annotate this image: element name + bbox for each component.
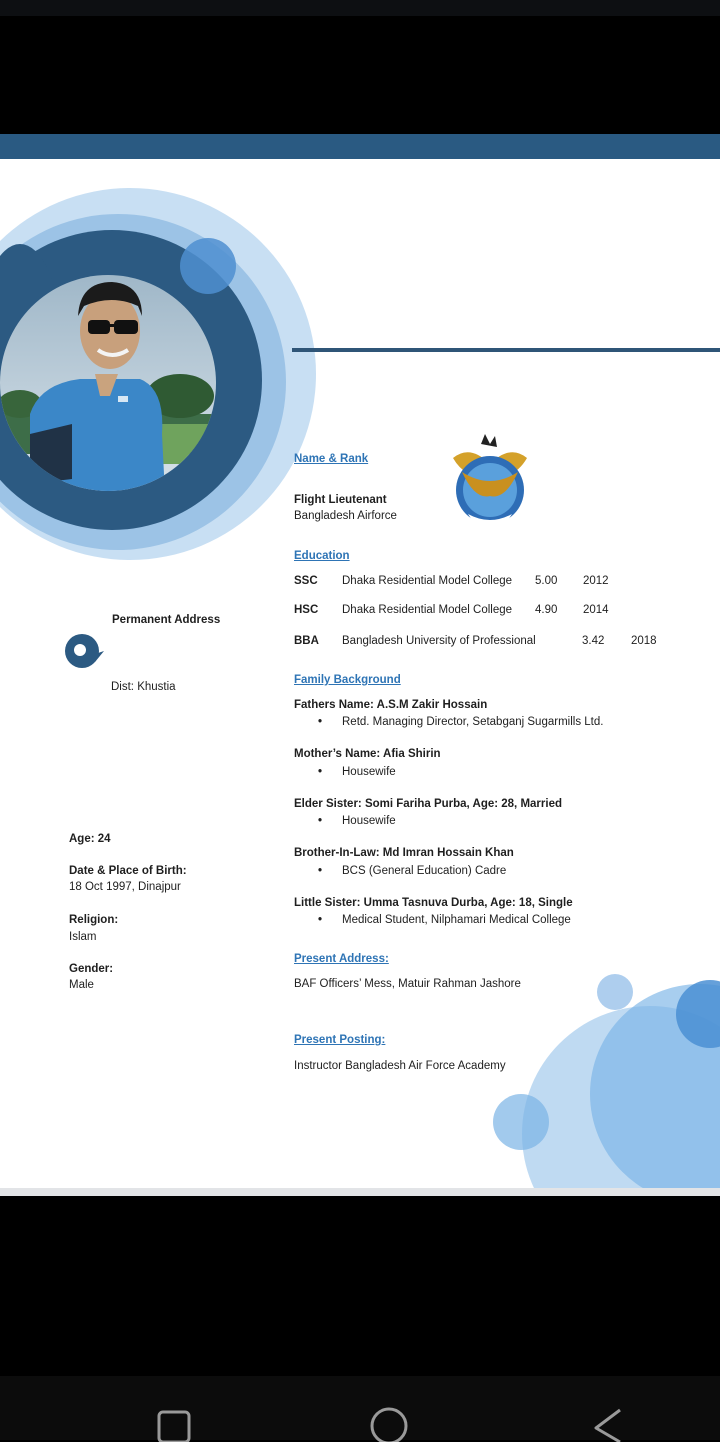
family-member-detail: • Housewife [342,765,396,780]
family-member-title: Mother’s Name: Afia Shirin [294,748,441,760]
edu-gpa: 3.42 [582,635,605,647]
edu-institution: Dhaka Residential Model College [342,575,513,587]
location-pin-icon [65,634,104,668]
birth-value: 18 Oct 1997, Dinajpur [69,881,181,893]
district: Dist: Khustia [111,681,176,693]
education-heading: Education [294,550,350,562]
name-rank-heading: Name & Rank [294,453,369,465]
edu-gpa: 4.90 [535,604,558,616]
edu-institution: Dhaka Residential Model College [342,604,513,616]
edu-institution: Bangladesh University of Professional [342,635,536,647]
family-member-detail: • Housewife [342,814,396,829]
circle-icon[interactable] [369,1402,409,1442]
present-address-value: BAF Officers’ Mess, Matuir Rahman Jashore [294,978,521,990]
family-heading: Family Background [294,674,401,686]
permanent-address-label: Permanent Address [112,614,221,626]
gender-label: Gender: [69,963,114,975]
resume-document [0,134,720,1188]
family-member-title: Brother-In-Law: Md Imran Hossain Khan [294,847,514,859]
top-black-area [0,0,720,134]
birth-label: Date & Place of Birth: [69,865,187,877]
blue-dot [180,238,236,294]
triangle-back-icon[interactable] [588,1402,628,1442]
family-member-title: Elder Sister: Somi Fariha Purba, Age: 28, Married [294,798,562,810]
rank: Flight Lieutenant [294,494,387,506]
edu-year: 2012 [583,575,609,587]
family-member-title: Little Sister: Umma Tasnuva Durba, Age: 18, Single [294,897,573,909]
edu-year: 2018 [631,635,657,647]
present-posting-heading: Present Posting: [294,1034,386,1046]
document-bottom-edge [0,1188,720,1196]
edu-level: BBA [294,635,319,647]
religion-label: Religion: [69,914,119,926]
family-member-detail: • BCS (General Education) Cadre [342,864,506,879]
circle-bottom-left [493,1094,549,1150]
religion-value: Islam [69,931,97,943]
square-icon[interactable] [154,1402,194,1442]
age: Age: 24 [69,833,111,845]
gender-value: Male [69,979,94,991]
edu-level: SSC [294,575,318,587]
family-member-detail: • Medical Student, Nilphamari Medical College [342,913,571,928]
decorative-background [0,134,720,1188]
circle-bottom-dot [597,974,633,1010]
family-member-detail: • Retd. Managing Director, Setabganj Sugarmills Ltd. [342,715,603,730]
airforce-emblem-icon [453,434,527,525]
edu-year: 2014 [583,604,609,616]
family-member-title: Fathers Name: A.S.M Zakir Hossain [294,699,488,711]
edu-level: HSC [294,604,319,616]
bottom-black-area [0,1196,720,1376]
present-posting-value: Instructor Bangladesh Air Force Academy [294,1060,506,1072]
status-bar [0,0,720,16]
present-address-heading: Present Address: [294,953,389,965]
service: Bangladesh Airforce [294,510,397,522]
title-divider [292,348,720,352]
edu-gpa: 5.00 [535,575,558,587]
